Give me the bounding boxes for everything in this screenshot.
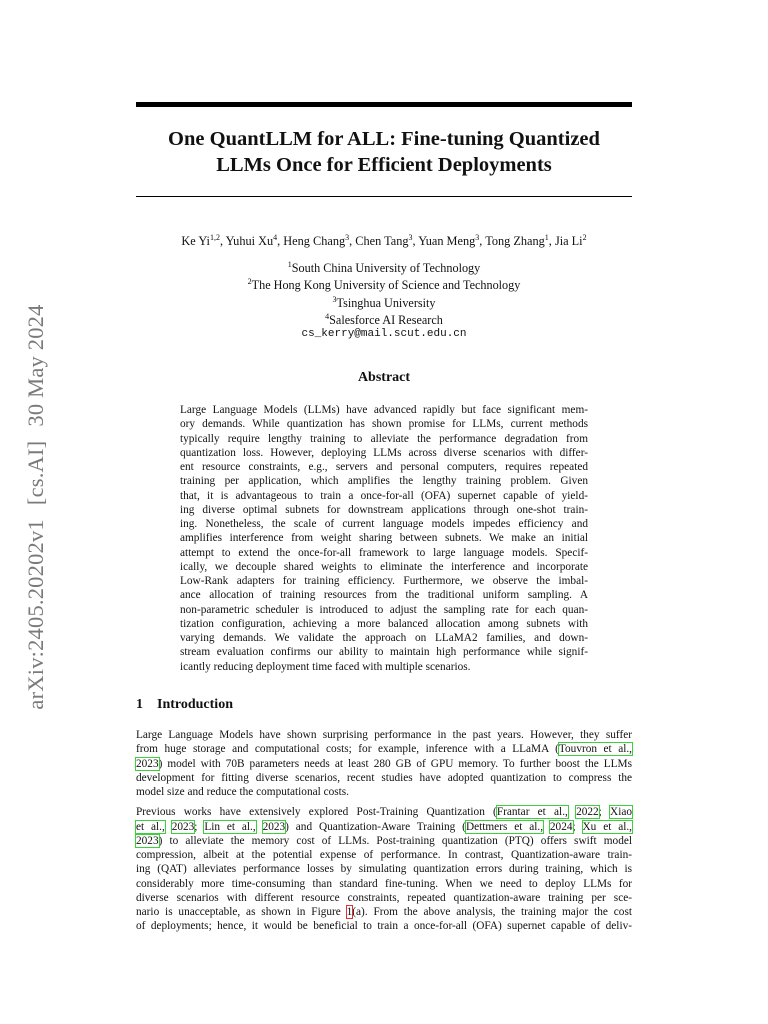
affil-mark: 2 bbox=[247, 277, 252, 287]
arxiv-stamp bbox=[23, 290, 49, 709]
citation-link[interactable]: Touvron et al., bbox=[558, 743, 633, 756]
citation-link[interactable]: Xiao bbox=[610, 806, 632, 819]
affiliation bbox=[136, 258, 632, 275]
abstract-line: stream evaluation confirms our ability to maintain high performance while signif- bbox=[180, 646, 588, 659]
author-name: Jia Li bbox=[554, 234, 583, 249]
citation-link[interactable]: 2023 bbox=[136, 757, 159, 770]
title-line-1: One QuantLLM for ALL: Fine-tuning Quantized bbox=[168, 128, 600, 150]
author-affil-mark: 2 bbox=[582, 233, 587, 242]
abstract-line: non-parametric scheduler is introduced to adjust the sampling rate for each quan- bbox=[180, 603, 588, 616]
abstract-line: amplifies interference from weight sharing between subnets. We make an initial bbox=[180, 532, 588, 545]
affil-name: Salesforce AI Research bbox=[329, 313, 443, 328]
affiliation bbox=[136, 310, 632, 327]
text: model size and reduce the computational costs. bbox=[136, 786, 350, 798]
top-rule bbox=[136, 102, 632, 107]
abstract-line: that, it is advantageous to train a once-for-all (OFA) supernet capable of yield- bbox=[180, 489, 588, 502]
section-number: 1 bbox=[136, 697, 143, 712]
author-list: Ke Yi$^{1,2}$, Yuhui Xu$^4$, Heng Chang$^3$, Chen Tang$^3$, Yuan Meng$^3$, Tong Zhang$^1$, Jia Li$^2$ bbox=[181, 233, 587, 249]
affil-name: Tsinghua University bbox=[336, 295, 436, 310]
abstract-line: ance allocation of training resources from the traditional uniform sampling. A bbox=[180, 589, 588, 602]
arxiv-date: 30 May 2024 bbox=[23, 304, 48, 427]
text-line bbox=[136, 771, 632, 785]
abstract-line: ing diverse optimal subnets for downstream applications through one-shot train- bbox=[180, 503, 588, 516]
text-line bbox=[136, 862, 632, 876]
author-affil-mark: 3 bbox=[345, 233, 350, 242]
text: from huge storage and computational costs; for example, inference with a LLaMA ( bbox=[136, 743, 559, 756]
arxiv-id: arXiv:2405.20202v1 bbox=[23, 519, 48, 710]
abstract-line: typically require lengthy training to alleviate the performance degradation from bbox=[180, 432, 588, 445]
author-affil-mark: 1 bbox=[544, 233, 549, 242]
affiliation bbox=[136, 275, 632, 292]
author-name: Chen Tang bbox=[355, 234, 409, 249]
author-name: Yuan Meng bbox=[418, 234, 476, 249]
text: nario is unacceptable, as shown in Figure bbox=[136, 906, 347, 918]
abstract-line: icantly reducing deployment time faced with multiple scenarios. bbox=[180, 660, 471, 673]
abstract-line: training per application, which amplifies the lengthy training problem. Given bbox=[180, 475, 588, 488]
citation-link[interactable]: 2023 bbox=[262, 820, 286, 833]
text: considerably more time-consuming than standard fine-tuning. When we need to deploy LLMs for bbox=[136, 877, 632, 890]
text: of deployments; hence, it would be beneficial to train a once-for-all (OFA) supernet capable of deliv- bbox=[136, 920, 632, 933]
paragraph bbox=[136, 728, 632, 799]
text: diverse scenarios with different resource constraints, repeated quantization-aware training per sce- bbox=[136, 891, 632, 904]
citation-link[interactable]: Lin et al., bbox=[204, 820, 256, 833]
abstract-line: attempt to extend the once-for-all framework to large language models. Specif- bbox=[180, 546, 588, 559]
text-line bbox=[136, 905, 632, 919]
author-name: Yuhui Xu bbox=[225, 234, 274, 249]
author-name: Heng Chang bbox=[283, 234, 346, 249]
section-heading-introduction bbox=[136, 697, 233, 713]
author-name: Ke Yi bbox=[181, 234, 210, 249]
author-name: Tong Zhang bbox=[485, 234, 545, 249]
paragraph bbox=[136, 805, 632, 933]
citation-link[interactable]: Frantar et al., bbox=[496, 806, 568, 819]
text-line: et al., 2023; Lin et al., 2023) and Quantization-Aware Training (Dettmers et al., 2024; Xu et al., bbox=[136, 820, 633, 833]
author-affil-mark: 3 bbox=[475, 233, 480, 242]
text-line: Previous works have extensively explored Post-Training Quantization (Frantar et al., 2022; Xiao bbox=[136, 806, 632, 819]
figure-ref-link[interactable]: 1 bbox=[346, 906, 353, 918]
abstract-line: varying demands. We validate the approach on LLaMA2 families, and down- bbox=[180, 632, 588, 644]
author-affil-mark: 3 bbox=[408, 233, 413, 242]
text: Previous works have extensively explored Post-Training Quantization ( bbox=[136, 806, 497, 819]
author-affil-mark: 1,2 bbox=[209, 233, 220, 242]
paper-title bbox=[136, 126, 632, 178]
citation-link[interactable]: Xu et al., bbox=[582, 820, 633, 833]
abstract-heading: Abstract bbox=[357, 370, 411, 385]
abstract-line: Large Language Models (LLMs) have advanced rapidly but face significant mem- bbox=[180, 404, 588, 416]
text-line bbox=[136, 919, 632, 933]
text: ing (QAT) alleviates performance losses by simulating quantization errors during training, which is bbox=[136, 863, 632, 876]
citation-link[interactable]: Dettmers et al., bbox=[465, 820, 544, 833]
citation-link[interactable]: 2023 bbox=[136, 834, 159, 847]
text-line bbox=[136, 891, 632, 905]
title-line-2: LLMs Once for Efficient Deployments bbox=[216, 154, 552, 176]
abstract-line: ing. Nonetheless, the scale of current language models impedes efficiency and bbox=[180, 518, 588, 530]
citation-link[interactable]: 2022 bbox=[576, 806, 599, 819]
abstract-line: tization configuration, achieving a more balanced allocation among subnets with bbox=[180, 617, 588, 630]
contact-email[interactable]: cs_kerry@mail.scut.edu.cn bbox=[301, 328, 467, 341]
text-line bbox=[136, 785, 632, 799]
affil-mark: 4 bbox=[325, 312, 330, 322]
introduction-body bbox=[136, 728, 632, 940]
affiliation bbox=[136, 293, 632, 310]
text: ) and Quantization-Aware Training ( bbox=[285, 820, 466, 833]
abstract-line: ent resource constraints, e.g., servers and personal computers, requires repeated bbox=[180, 461, 588, 473]
text: development for fitting diverse scenarios, recent studies have adopted quantization to compress the bbox=[136, 771, 632, 784]
abstract-line: ically, we decouple shared weights to eliminate the interference and incorporate bbox=[180, 560, 588, 573]
citation-link[interactable]: 2023 bbox=[171, 820, 195, 833]
affil-name: The Hong Kong University of Science and Technology bbox=[251, 278, 521, 293]
affil-mark: 3 bbox=[332, 294, 337, 304]
text-line bbox=[136, 834, 632, 848]
text: ) model with 70B parameters needs at least 280 GB of GPU memory. To further boost the LLMs bbox=[158, 757, 632, 770]
text: ) to alleviate the memory cost of LLMs. Post-training quantization (PTQ) offers swift model bbox=[158, 834, 632, 847]
affil-mark: 1 bbox=[287, 260, 292, 269]
affiliation-list bbox=[136, 258, 632, 342]
title-rule bbox=[136, 196, 632, 197]
text-line bbox=[136, 757, 632, 771]
abstract-line: ory demands. While quantization has shown promise for LLMs, current methods bbox=[180, 418, 588, 431]
text-line bbox=[136, 728, 632, 742]
author-affil-mark: 4 bbox=[273, 233, 278, 242]
text-line bbox=[136, 848, 632, 862]
text: (a). From the above analysis, the training major the cost bbox=[352, 906, 632, 918]
abstract-line: Low-Rank adapters for training efficiency. Furthermore, we observe the imbal- bbox=[180, 575, 588, 587]
text-line bbox=[136, 877, 632, 891]
citation-link[interactable]: 2024 bbox=[549, 820, 573, 833]
text-line bbox=[136, 742, 632, 756]
affil-name: South China University of Technology bbox=[291, 261, 481, 276]
arxiv-category: [cs.AI] bbox=[23, 440, 48, 506]
abstract-body bbox=[180, 403, 588, 674]
text: compression, albeit at the potential expense of performance. In contrast, Quantization-aware train- bbox=[136, 849, 632, 861]
citation-link[interactable]: et al., bbox=[136, 820, 165, 833]
section-title: Introduction bbox=[157, 697, 233, 712]
text: Large Language Models have shown surprising performance in the past years. However, they suffer bbox=[136, 729, 632, 741]
abstract-line: quantization loss. However, deploying LLMs across diverse scenarios with differ- bbox=[180, 446, 588, 459]
